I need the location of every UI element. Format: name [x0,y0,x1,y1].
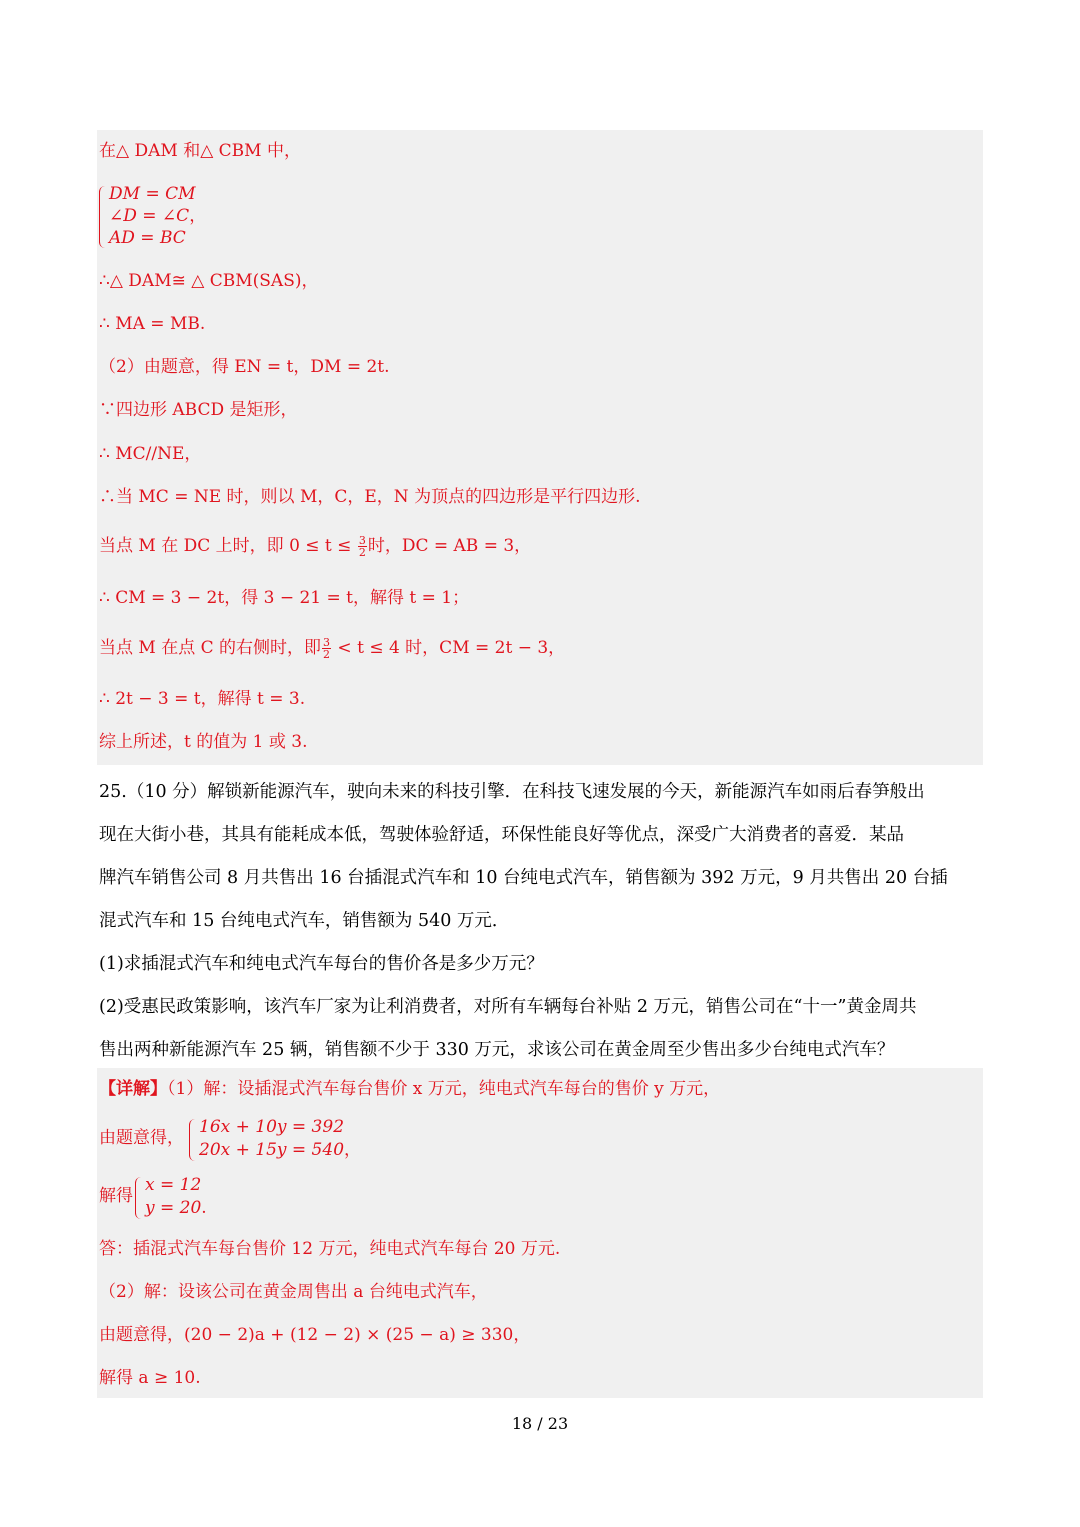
problem-line: 现在大街小巷，其具有能耗成本低，驾驶体验舒适，环保性能良好等优点，深受广大消费者的喜爱．某品 [99,825,904,845]
problem-question-1: (1)求插混式汽车和纯电式汽车每台的售价各是多少万元？ [99,954,544,974]
solution-line: 综上所述，t 的值为 1 或 3. [99,732,308,752]
solution-line: （2）由题意，得 EN = t，DM = 2t. [99,357,390,377]
solution-block-1 [97,130,983,765]
solution-line: 【详解】（1）解：设插混式汽车每台售价 x 万元，纯电式汽车每台的售价 y 万元， [99,1079,721,1099]
brace [189,1119,198,1161]
page-number: 18 / 23 [511,1414,569,1433]
problem-question-2: (2)受惠民政策影响，该汽车厂家为让利消费者，对所有车辆每台补贴 2 万元，销售公司在“十一”黄金周共 [99,997,917,1017]
equation-system [99,186,299,252]
solution-line: ∴当 MC = NE 时，则以 M，C，E，N 为顶点的四边形是平行四边形. [99,487,641,507]
system-row: 20x + 15y = 540， [199,1140,362,1160]
solution-line: ∴ MA = MB. [99,314,206,334]
solution-line: ∴△ DAM≅ △ CBM(SAS)， [99,271,319,291]
problem-line: 混式汽车和 15 台纯电式汽车，销售额为 540 万元． [99,911,510,931]
solution-line: ∴ MC//NE， [99,444,202,464]
fraction: $\frac{3}{2}$ [358,534,366,559]
system-row: x = 12 [145,1175,202,1195]
brace [135,1177,144,1219]
fraction: $\frac{3}{2}$ [323,636,331,661]
system-row: ∠D = ∠C， [109,206,207,226]
solution-line: 由题意得，(20 − 2)a + (12 − 2) × (25 − a) ≥ 330， [99,1325,531,1345]
solution-line: 解得 [99,1186,133,1206]
system-row: AD = BC [109,228,186,248]
solution-line: ∵四边形 ABCD 是矩形， [99,400,298,420]
problem-line: 售出两种新能源汽车 25 辆，销售额不少于 330 万元，求该公司在黄金周至少售出多少台纯电式汽车？ [99,1040,895,1060]
system-row: 16x + 10y = 392 [199,1117,345,1137]
problem-line: 25.（10 分）解锁新能源汽车，驶向未来的科技引擎．在科技飞速发展的今天，新能源汽车如雨后春笋般出 [99,782,925,802]
equation-system [189,1119,409,1165]
system-row: DM = CM [109,184,196,204]
solution-line: 解得 a ≥ 10. [99,1368,201,1388]
solution-line: ∴ CM = 3 − 2t，得 3 − 21 = t，解得 t = 1； [99,588,470,608]
solution-line: 由题意得， [99,1128,184,1148]
solution-line: 在△ DAM 和△ CBM 中， [99,141,301,161]
system-row: y = 20. [145,1198,207,1218]
solution-line: 当点 M 在点 C 的右侧时，即 $\frac{3}{2}$ < t ≤ 4 时，CM = 2t − 3， [99,636,566,661]
problem-line: 牌汽车销售公司 8 月共售出 16 台插混式汽车和 10 台纯电式汽车，销售额为 392 万元，9 月共售出 20 台插 [99,868,948,888]
solution-line: （2）解：设该公司在黄金周售出 a 台纯电式汽车， [99,1282,488,1302]
solution-line: ∴ 2t − 3 = t，解得 t = 3. [99,689,306,709]
solution-line: 答：插混式汽车每台售价 12 万元，纯电式汽车每台 20 万元. [99,1239,561,1259]
solution-block-2 [97,1068,983,1398]
solution-line: 当点 M 在 DC 上时，即 0 ≤ t ≤ $\frac{3}{2}$ 时，DC = AB = 3， [99,534,532,559]
detail-tag: 【详解】 [99,1079,167,1099]
solution-system [135,1177,255,1223]
brace [99,186,108,248]
